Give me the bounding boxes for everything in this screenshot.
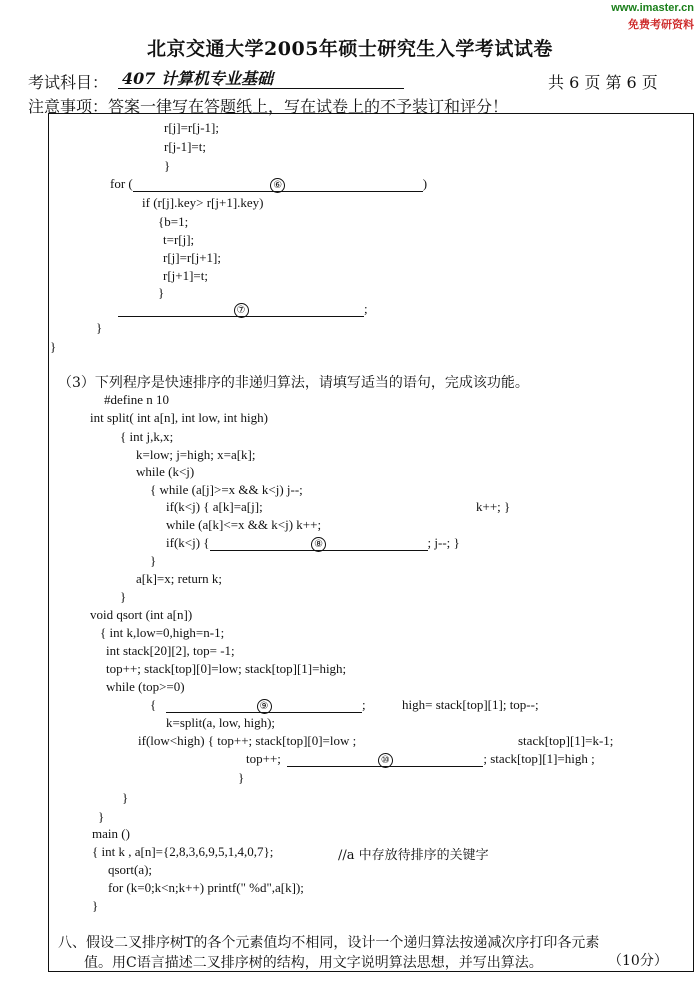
notice-line: 注意事项：答案一律写在答题纸上，写在试卷上的不予装订和评分！ <box>28 97 509 116</box>
code-line: a[k]=x; return k; <box>136 571 223 586</box>
code-text: ; stack[top][1]=high ; <box>483 751 595 766</box>
blank-number: ⑩ <box>378 753 393 768</box>
code-text: ; <box>364 301 368 316</box>
code-comment: //a 中存放待排序的关键字 <box>338 848 489 863</box>
code-line: stack[top][1]=k-1; <box>518 733 614 748</box>
code-line: } <box>98 809 105 824</box>
code-line: } <box>158 285 165 300</box>
blank-number: ⑥ <box>270 178 285 193</box>
code-line: k=split(a, low, high); <box>166 715 276 730</box>
question-8-score: （10分） <box>608 953 668 969</box>
blank-number: ⑦ <box>234 303 249 318</box>
page-title: 北京交通大学2005年硕士研究生入学考试试卷 <box>147 38 553 60</box>
watermark-slogan: 免费考研资料 <box>628 19 694 31</box>
code-line-blank10 <box>246 751 595 767</box>
code-line: { int j,k,x; <box>120 429 174 444</box>
code-line: } <box>92 898 99 913</box>
code-text: if(k<j) { <box>166 535 210 550</box>
code-line: r[j]=r[j-1]; <box>164 120 219 135</box>
code-line-for <box>110 176 427 192</box>
question-8-line-1: 八、假设二叉排序树T的各个元素值均不相同，设计一个递归算法按递减次序打印各元素 <box>58 935 600 951</box>
code-line: r[j+1]=t; <box>163 268 208 283</box>
code-text: ; j--; } <box>427 535 460 550</box>
code-line: if(low<high) { top++; stack[top][0]=low ; <box>138 733 357 748</box>
code-text: for ( <box>110 176 133 191</box>
code-line: while (k<j) <box>136 464 195 479</box>
code-line: } <box>122 790 129 805</box>
code-line: #define n 10 <box>104 392 169 407</box>
code-line-blank7 <box>118 301 368 317</box>
code-line: main () <box>92 826 130 841</box>
code-line: while (a[k]<=x && k<j) k++; <box>166 517 322 532</box>
blank-number: ⑨ <box>257 699 272 714</box>
code-line: { int k , a[n]={2,8,3,6,9,5,1,4,0,7}; <box>92 844 274 859</box>
code-line: } <box>150 553 157 568</box>
code-line: high= stack[top][1]; top--; <box>402 697 539 712</box>
question-8-line-2: 值。用C语言描述二叉排序树的结构，用文字说明算法思想，并写出算法。 <box>84 955 543 971</box>
code-line: } <box>164 158 171 173</box>
code-text: top++; <box>246 751 281 766</box>
blank-6 <box>133 177 423 192</box>
code-line: k++; } <box>476 499 511 514</box>
subject-label: 考试科目： <box>28 73 109 92</box>
code-line: k=low; j=high; x=a[k]; <box>136 447 256 462</box>
code-line: } <box>50 339 57 354</box>
code-text: ) <box>422 176 428 191</box>
page-info: 共 6 页 第 6 页 <box>548 73 658 92</box>
code-line: r[j]=r[j+1]; <box>163 250 221 265</box>
blank-8 <box>210 536 428 551</box>
subject-value: 407 计算机专业基础 <box>118 66 404 89</box>
code-text: ; <box>362 697 366 712</box>
blank-number: ⑧ <box>311 537 326 552</box>
blank-7 <box>118 302 364 317</box>
question-3-intro: （3）下列程序是快速排序的非递归算法，请填写适当的语句，完成该功能。 <box>58 375 529 391</box>
code-line: while (top>=0) <box>106 679 185 694</box>
code-line: qsort(a); <box>108 862 153 877</box>
code-line: { while (a[j]>=x && k<j) j--; <box>150 482 303 497</box>
code-line: } <box>238 770 245 785</box>
code-line: if(k<j) { a[k]=a[j]; <box>166 499 263 514</box>
blank-10 <box>287 752 483 767</box>
code-line: for (k=0;k<n;k++) printf(" %d",a[k]); <box>108 880 304 895</box>
code-line: r[j-1]=t; <box>164 139 206 154</box>
code-text: { <box>150 697 157 712</box>
code-line: if (r[j].key> r[j+1].key) <box>142 195 264 210</box>
code-line: top++; stack[top][0]=low; stack[top][1]=high; <box>106 661 347 676</box>
code-line: int split( int a[n], int low, int high) <box>90 410 268 425</box>
code-line: { int k,low=0,high=n-1; <box>100 625 225 640</box>
code-line-blank9 <box>150 697 366 713</box>
code-line: } <box>120 589 127 604</box>
blank-9 <box>166 698 362 713</box>
watermark-site: www.imaster.cn <box>611 2 694 14</box>
code-line: int stack[20][2], top= -1; <box>106 643 235 658</box>
code-line: {b=1; <box>158 214 189 229</box>
code-line: t=r[j]; <box>163 232 195 247</box>
code-line: } <box>96 320 103 335</box>
code-line: void qsort (int a[n]) <box>90 607 193 622</box>
code-line-blank8 <box>166 535 460 551</box>
